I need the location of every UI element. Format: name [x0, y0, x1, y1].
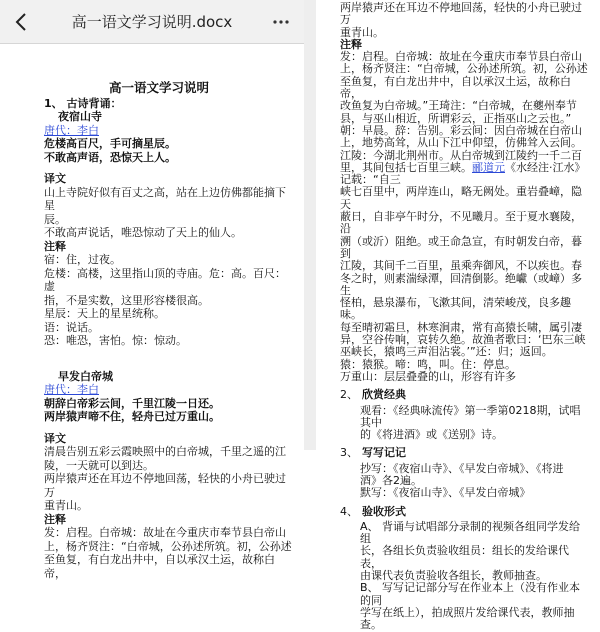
note-line: 峡七百里中，两岸连山，略无阙处。重岩叠嶂，隐天: [340, 185, 582, 211]
notes-label: 注释: [340, 37, 362, 51]
section4-b-line-3: 查。: [360, 618, 382, 632]
section2-title: 欣赏经典: [362, 388, 406, 402]
back-button[interactable]: [8, 8, 34, 36]
note-line: 上，地势高耸，从山下江中仰望，仿佛耸入云间。: [340, 136, 582, 150]
panel-divider: [304, 0, 316, 450]
section2-line-2: 的《将进酒》或《送别》诗。: [360, 428, 503, 442]
section4-b-line-2: 学写在纸上），拍成照片发给课代表，教师抽: [360, 605, 575, 619]
document-title: 高一语文学习说明: [108, 80, 209, 95]
document-page-left: [0, 45, 304, 580]
section3-heading: [340, 447, 588, 459]
poem2-translation-4: 重青山。: [44, 499, 88, 512]
note-line: 每至晴初霜旦，林寒涧肃，常有高猿长啸，属引凄: [340, 320, 582, 334]
section2-heading: [340, 389, 588, 401]
poem2-line-2: 两岸猿声啼不住，轻舟已过万重山。: [44, 410, 220, 423]
note-line: 巫峡长，猿鸣三声泪沾裳。’”还：归；返回。: [340, 345, 553, 359]
author-link-lidaoyuan[interactable]: 郦道元: [472, 160, 505, 174]
poem2-note-3: 至鱼复，有白龙出井中，自以承汉土运，故称白帝，: [44, 553, 275, 580]
note-line: 冬之时，则素湍绿潭，回清倒影。绝巘（或嶂）多生: [340, 271, 582, 297]
section1-heading: 1、 古诗背诵：: [44, 96, 122, 110]
note-line: 溯（或沂）阻绝。或王命急宣，有时朝发白帝，暮到: [340, 234, 582, 260]
note-link-suffix: 《水经注·江水》记载：“自三: [340, 160, 586, 187]
note-line-with-link: [340, 162, 588, 187]
poem2-dynasty-link[interactable]: 唐代：: [44, 383, 77, 396]
note-line: 江陵，其间千二百里，虽乘奔御风，不以疾也。春: [340, 259, 582, 273]
section2-line-1: 观看：《经典咏流传》第一季第0218期，试唱其中: [360, 403, 581, 429]
section4-title: 验收形式: [362, 504, 406, 518]
section3-line-1: 抄写：《夜宿山寺》、《早发白帝城》、《将进: [360, 461, 564, 475]
note-line: 异，空谷传响，哀转久绝。故渔者歌曰：‘巴东三峡: [340, 333, 586, 347]
section4-number: 4、: [340, 504, 358, 518]
poem1-attribution: [44, 124, 296, 138]
more-options-button[interactable]: [268, 8, 294, 36]
poem1-translation-3: 不敢高声说话，唯恐惊动了天上的仙人。: [44, 226, 242, 239]
cont-line-1: 两岸猿声还在耳边不停地回荡，轻快的小舟已驶过万: [340, 1, 582, 27]
poem1-note-3: 星辰：天上的星星统称。: [44, 307, 165, 320]
poem1-line-2: 不敢高声语，恐惊天上人。: [44, 150, 176, 164]
poem2-notes-label: 注释: [44, 512, 66, 526]
chevron-left-icon: [15, 12, 27, 32]
note-line: 江陵：今湖北荆州市。从白帝城到江陵约一千二百: [340, 148, 582, 162]
section4-a-line-1: A、 背诵与试唱部分录制的视频各组同学发给组: [360, 519, 581, 546]
poem1-note-1: 宿：住，过夜。: [44, 253, 121, 266]
note-line: 改鱼复为白帝城。”王琦注：“白帝城，在夔州奉节: [340, 99, 577, 113]
poem1-translation-2: 辰。: [44, 212, 66, 226]
note-line: 县，与巫山相近，所谓彩云，正指巫山之云也。”: [340, 111, 572, 125]
note-line: 上，杨齐贤注：“白帝城，公孙述所筑。初，公孙述: [340, 62, 588, 76]
poem2-title: 早发白帝城: [58, 369, 113, 383]
note-link-prefix: 里，其间包括七百里三峡。: [340, 160, 472, 174]
viewer-topbar: [0, 0, 304, 44]
poem1-note-2b: 指，不是实数，这里形容楼很高。: [44, 293, 209, 307]
note-line: 怪柏，悬泉瀑布，飞漱其间，清荣峻茂，良多趣味。: [340, 296, 571, 322]
section4-a-line-2: 长，各组长负责验收组员：组长的发给课代表，: [360, 544, 569, 570]
poem1-note-4: 语：说话。: [44, 320, 99, 334]
cont-line-2: 重青山。: [340, 25, 384, 39]
note-line: 朝：早晨。辞：告别。彩云间：因白帝城在白帝山: [340, 123, 582, 137]
section4-heading: [340, 506, 588, 518]
poem1-line-1: 危楼高百尺，手可摘星辰。: [44, 137, 176, 150]
section4-a-line-3: 由课代表负责验收各组长，教师抽查。: [360, 569, 547, 583]
document-viewer-panel: [0, 0, 304, 580]
note-line: 发：启程。白帝城：故址在今重庆市奉节县白帝山: [340, 50, 582, 64]
poem1-notes-label: 注释: [44, 239, 66, 253]
section2-number: 2、: [340, 388, 358, 402]
poem2-author-link[interactable]: 李白: [77, 383, 99, 396]
section4-b-line-1: B、 写写记记部分写在作业本上（没有作业本的同: [360, 581, 581, 607]
section3-line-2: 酒》各2遍。: [360, 473, 422, 487]
note-line: 猿：猿猴。啼：鸣，叫。住：停息。: [340, 357, 516, 371]
poem2-translation-2: 陵，一天就可以到达。: [44, 458, 154, 472]
document-filename: 高一语文学习说明.docx: [71, 13, 233, 31]
poem2-line-1: 朝辞白帝彩云间，千里江陵一日还。: [44, 396, 220, 410]
poem1-translation-1: 山上寺院好似有百丈之高，站在上边仿佛都能摘下星: [44, 185, 286, 212]
poem1-translation-label: 译文: [44, 172, 66, 185]
poem1-title: 夜宿山寺: [58, 110, 102, 123]
note-line: 至鱼复，有白龙出井中，自以承汉土运，故称白帝，: [340, 74, 571, 101]
poem2-translation-1: 清晨告别五彩云霞映照中的白帝城，千里之遥的江: [44, 445, 286, 458]
poem2-note-2: 上，杨齐贤注：“白帝城，公孙述所筑。初，公孙述: [44, 539, 292, 553]
section3-title: 写写记记: [362, 446, 406, 460]
note-line: 万重山：层层叠叠的山，形容有许多: [340, 369, 516, 383]
poem1-note-5: 恐：唯恐，害怕。惊：惊动。: [44, 334, 187, 347]
poem2-attribution: [44, 383, 296, 397]
poem2-translation-3: 两岸猿声还在耳边不停地回荡，轻快的小舟已驶过万: [44, 472, 286, 499]
note-line: 蔽日，自非亭午时分，不见曦月。至于夏水襄陵，沿: [340, 210, 582, 236]
poem2-translation-label: 译文: [44, 431, 66, 445]
poem1-author-link[interactable]: 李白: [77, 123, 99, 137]
poem2-note-1: 发：启程。白帝城：故址在今重庆市奉节县白帝山: [44, 526, 286, 539]
more-horizontal-icon: [272, 19, 290, 25]
poem1-dynasty-link[interactable]: 唐代：: [44, 123, 77, 137]
document-page-right: [316, 0, 600, 632]
poem1-note-2a: 危楼：高楼，这里指山顶的寺庙。危：高。百尺：虚: [44, 266, 286, 293]
section3-line-3: 默写：《夜宿山寺》、《早发白帝城》: [360, 486, 531, 500]
section3-number: 3、: [340, 446, 358, 460]
